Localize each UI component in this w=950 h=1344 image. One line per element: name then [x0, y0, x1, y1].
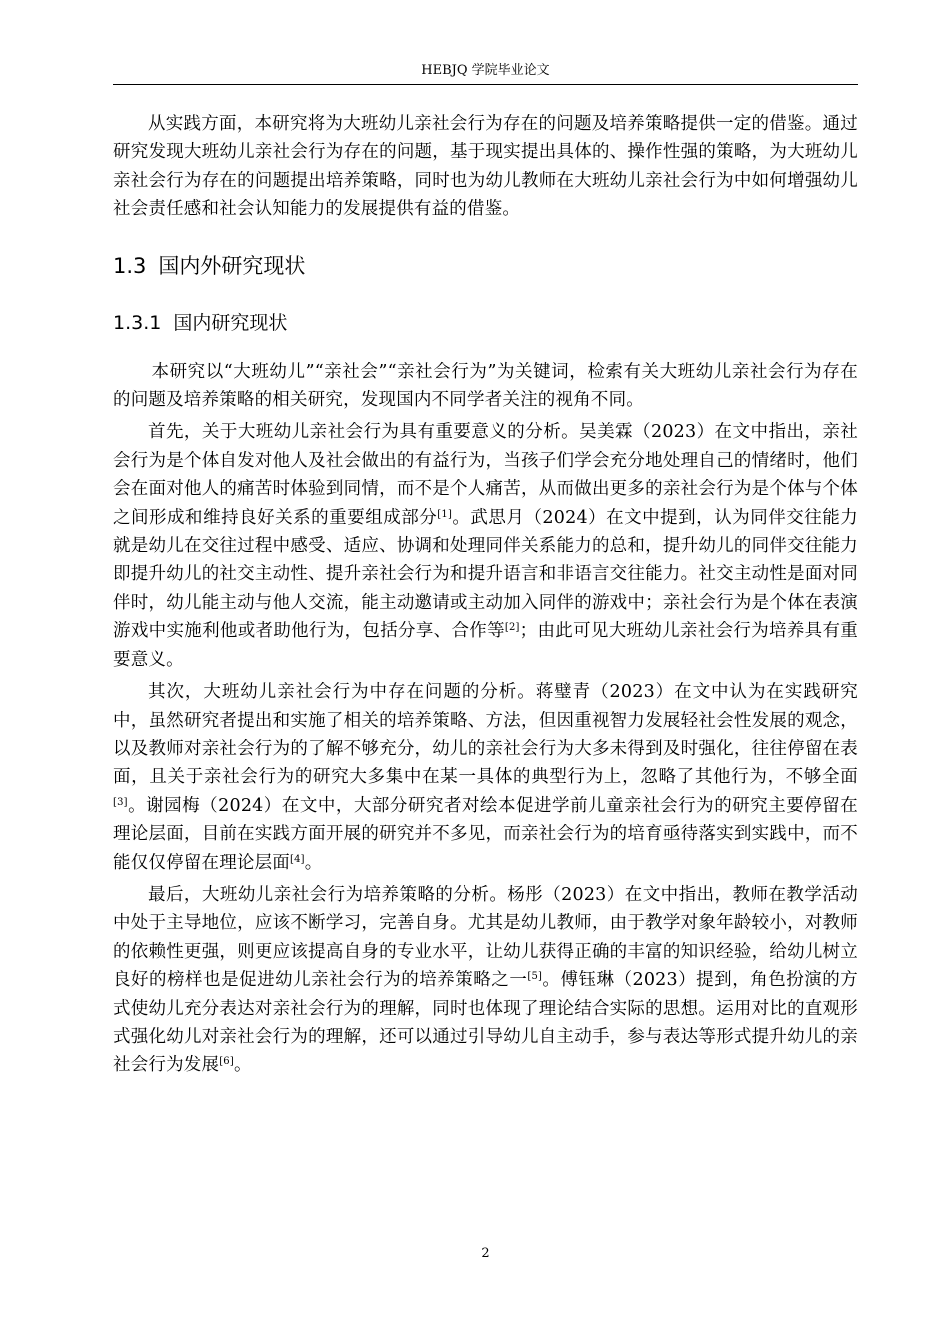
paragraph-3-text-c: 。: [304, 852, 323, 873]
paragraph-2-text-a: 首先，关于大班幼儿亲社会行为具有重要意义的分析。吴美霖（2023）在文中指出，亲社会行为是个体自发对他人及社会做出的有益行为，当孩子们学会充分地处理自己的情绪时，他们会在面对他人的痛苦时体验到同情，而不是个人痛苦，从而做出更多的亲社会行为是个体与个体之间形成和维持良好关系的重要组成部分: [113, 422, 858, 528]
section-heading: [113, 252, 858, 280]
paragraph-4: [113, 881, 858, 1080]
paragraph-2: [113, 418, 858, 674]
subsection-number: 1.3.1: [113, 311, 162, 334]
subsection-title: 国内研究现状: [173, 311, 288, 334]
paragraph-1: 本研究以“大班幼儿”“亲社会”“亲社会行为”为关键词，检索有关大班幼儿亲社会行为存在的问题及培养策略的相关研究，发现国内不同学者关注的视角不同。: [113, 361, 858, 411]
paragraph-3: [113, 678, 858, 877]
intro-paragraph: 从实践方面，本研究将为大班幼儿亲社会行为存在的问题及培养策略提供一定的借鉴。通过研究发现大班幼儿亲社会行为存在的问题，基于现实提出具体的、操作性强的策略，为大班幼儿亲社会行为存在的问题提出培养策略，同时也为幼儿教师在大班幼儿亲社会行为中如何增强幼儿社会责任感和社会认知能力的发展提供有益的借鉴。: [113, 114, 858, 220]
paragraph-4-text-b: 。傅钰琳（2023）提到，角色扮演的方式使幼儿充分表达对亲社会行为的理解，同时也体现了理论结合实际的思想。运用对比的直观形式强化幼儿对亲社会行为的理解，还可以通过引导幼儿自主动手，参与表达等形式提升幼儿的亲社会行为发展: [113, 970, 858, 1076]
citation-4: [4]: [290, 853, 305, 865]
paragraph-4-text-c: 。: [233, 1055, 252, 1076]
paragraph-3-text-a: 其次，大班幼儿亲社会行为中存在问题的分析。蒋璧青（2023）在文中认为在实践研究中，虽然研究者提出和实施了相关的培养策略、方法，但因重视智力发展轻社会性发展的观念，以及教师对亲社会行为的了解不够充分，幼儿的亲社会行为大多未得到及时强化，往往停留在表面，且关于亲社会行为的研究大多集中在某一具体的典型行为上，忽略了其他行为，不够全面: [113, 682, 858, 788]
section-title: 国内外研究现状: [158, 253, 306, 278]
citation-1: [1]: [437, 508, 453, 520]
running-header: HEBJQ 学院毕业论文: [421, 63, 550, 78]
section-number: 1.3: [113, 253, 147, 278]
paragraph-3-text-b: 。谢园梅（2024）在文中，大部分研究者对绘本促进学前儿童亲社会行为的研究主要停留在理论层面，目前在实践方面开展的研究并不多见，而亲社会行为的培育亟待落实到实践中，而不能仅仅停留在理论层面: [113, 795, 858, 873]
paragraph-2-text-c: ；由此可见大班幼儿亲社会行为培养具有重要意义。: [113, 621, 858, 670]
header-rule: [113, 84, 858, 85]
citation-6: [6]: [219, 1056, 234, 1068]
citation-2: [2]: [504, 622, 520, 634]
paragraph-2-text-b: 。武思月（2024）在文中提到，认为同伴交往能力就是幼儿在交往过程中感受、适应、协调和处理同伴关系能力的总和，提升幼儿的同伴交往能力即提升幼儿的社交主动性、提升亲社会行为和提升语言和非语言交往能力。社交主动性是面对同伴时，幼儿能主动与他人交流，能主动邀请或主动加入同伴的游戏中；亲社会行为是个体在表演游戏中实施利他或者助他行为，包括分享、合作等: [113, 507, 858, 642]
subsection-heading: [113, 310, 858, 336]
paragraph-4-text-a: 最后，大班幼儿亲社会行为培养策略的分析。杨彤（2023）在文中指出，教师在教学活动中处于主导地位，应该不断学习，完善自身。尤其是幼儿教师，由于教学对象年龄较小，对教师的依赖性更强，则更应该提高自身的专业水平，让幼儿获得正确的丰富的知识经验，给幼儿树立良好的榜样也是促进幼儿亲社会行为的培养策略之一: [113, 884, 858, 991]
citation-5: [5]: [527, 971, 543, 983]
citation-3: [3]: [113, 796, 128, 808]
page-number: 2: [481, 1246, 490, 1261]
page-body: [113, 110, 858, 1080]
